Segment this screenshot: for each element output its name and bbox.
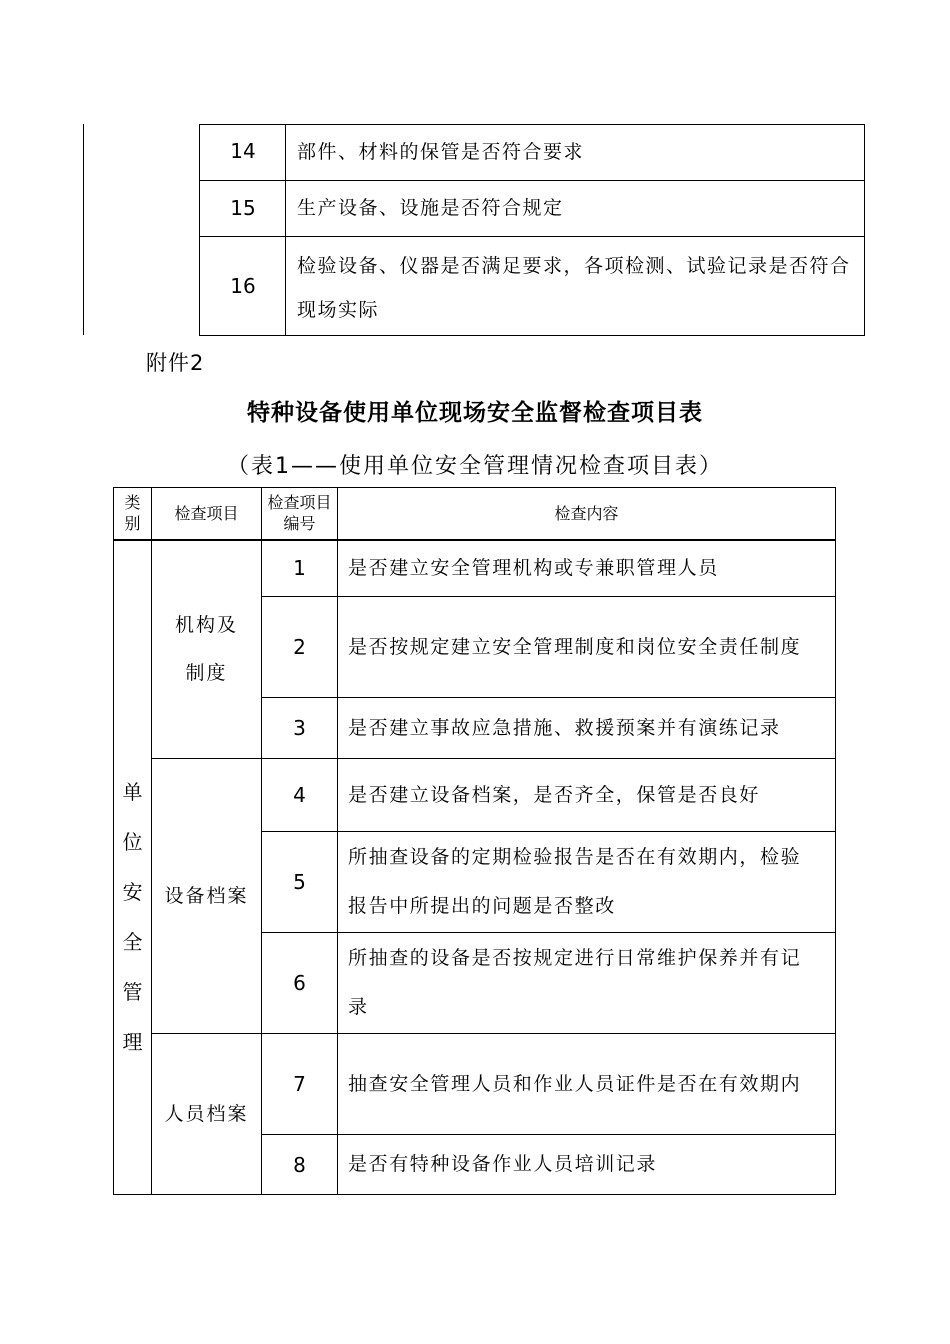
row-number: 6 [262,933,338,1034]
category-label: 单位安全管理 [122,780,143,1055]
row-content: 检验设备、仪器是否满足要求，各项检测、试验记录是否符合现场实际 [297,255,851,321]
item-cell: 人员档案 [152,1034,262,1195]
continued-table [0,0,950,340]
row-content: 是否有特种设备作业人员培训记录 [338,1135,836,1195]
row-content: 生产设备、设施是否符合规定 [297,197,564,219]
row-content: 是否建立安全管理机构或专兼职管理人员 [338,540,836,597]
continued-table-rule [200,335,865,336]
row-content: 是否按规定建立安全管理制度和岗位安全责任制度 [338,597,836,698]
row-content: 部件、材料的保管是否符合要求 [297,141,585,163]
row-number: 5 [262,832,338,933]
row-number: 4 [262,759,338,832]
header-content: 检查内容 [338,488,836,540]
item-cell: 设备档案 [152,759,262,1034]
document-title: 特种设备使用单位现场安全监督检查项目表 [247,400,703,426]
row-number: 15 [230,196,256,220]
row-number: 14 [230,139,256,163]
row-number: 1 [262,540,338,597]
header-category: 类别 [114,488,152,540]
row-content: 所抽查设备的定期检验报告是否在有效期内，检验报告中所提出的问题是否整改 [338,832,836,933]
continued-table-rule [200,180,865,181]
inspection-table [113,487,836,1195]
header-number: 检查项目编号 [262,488,338,540]
continued-table-rule [200,124,865,125]
continued-table-left-border [83,124,84,335]
continued-table-right-border [864,124,865,336]
row-number: 3 [262,698,338,759]
row-content: 所抽查的设备是否按规定进行日常维护保养并有记录 [338,933,836,1034]
row-content: 是否建立事故应急措施、救援预案并有演练记录 [338,698,836,759]
row-number: 8 [262,1135,338,1195]
row-number: 7 [262,1034,338,1135]
item-cell: 机构及制度 [152,540,262,759]
header-item: 检查项目 [152,488,262,540]
row-content: 是否建立设备档案，是否齐全，保管是否良好 [338,759,836,832]
row-number: 2 [262,597,338,698]
continued-table-rule [200,236,865,237]
document-subtitle: （表1——使用单位安全管理情况检查项目表） [227,454,723,479]
attachment-label: 附件2 [146,351,205,375]
row-number: 16 [230,274,256,298]
category-cell [114,540,152,1195]
row-content: 抽查安全管理人员和作业人员证件是否在有效期内 [338,1034,836,1135]
